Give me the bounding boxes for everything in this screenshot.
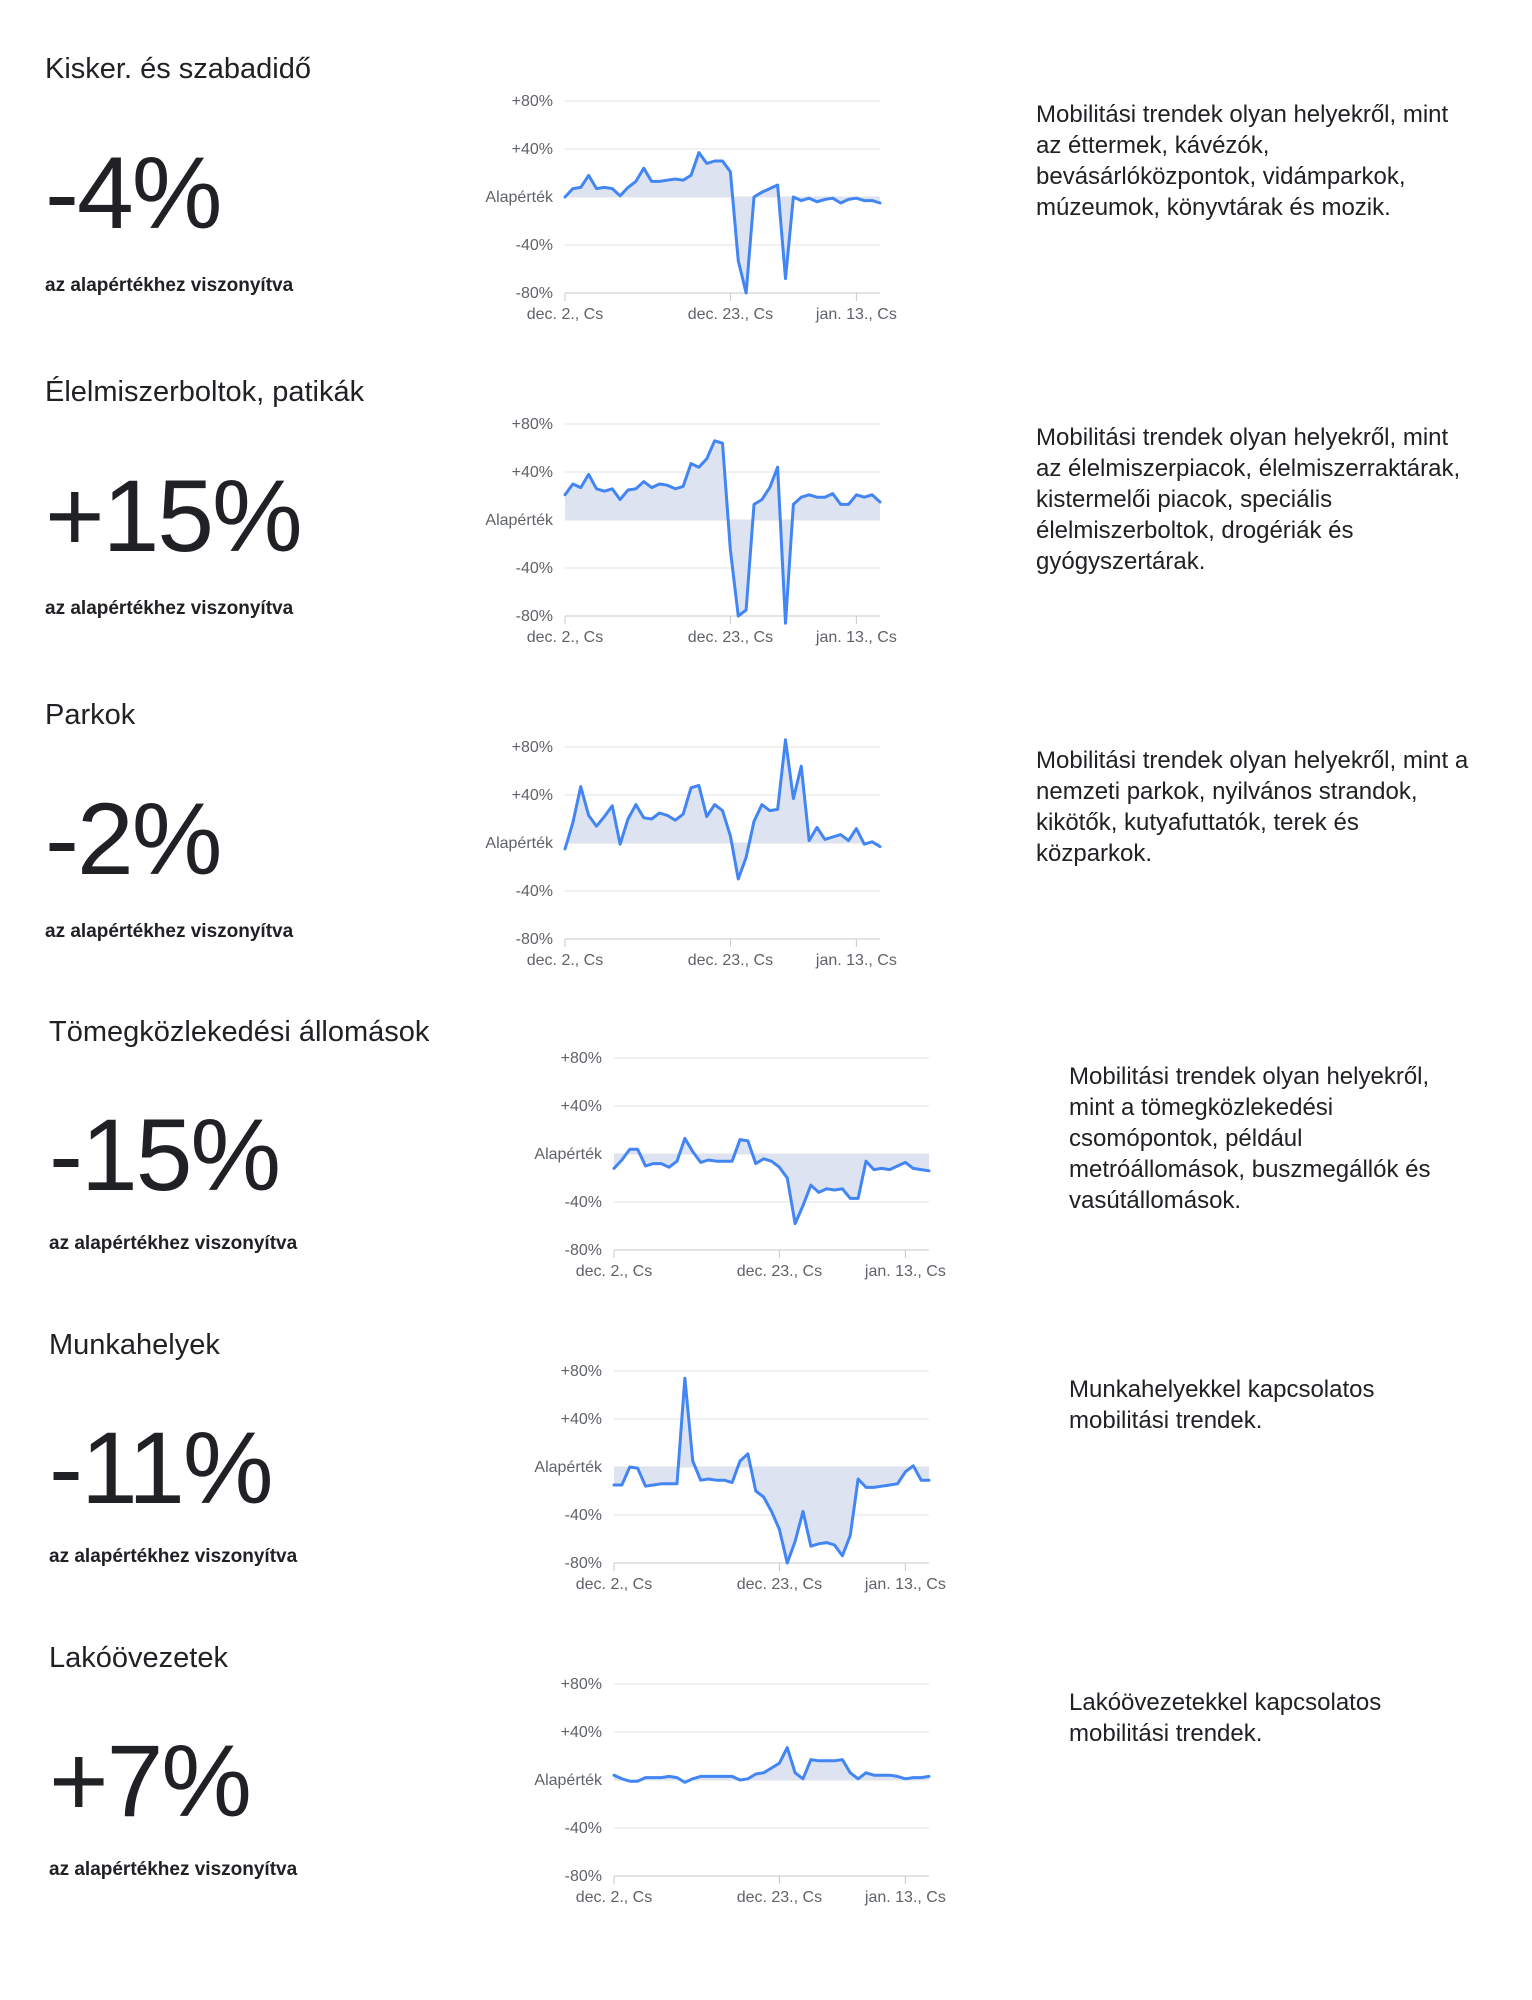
trend-chart (430, 731, 950, 971)
baseline-note: az alapértékhez viszonyítva (45, 598, 294, 619)
trend-chart (479, 1668, 999, 1908)
trend-chart (479, 1355, 999, 1595)
description-line: mint a tömegközlekedési (1069, 1094, 1334, 1121)
description-line: vasútállomások. (1069, 1187, 1242, 1214)
y-tick-label: -80% (564, 1242, 602, 1259)
category-title: Élelmiszerboltok, patikák (45, 376, 365, 408)
category-title: Kisker. és szabadidő (45, 53, 311, 85)
baseline-area (614, 1378, 929, 1563)
category-description (1036, 422, 1460, 577)
baseline-note: az alapértékhez viszonyítva (45, 275, 294, 296)
y-tick-label: -40% (564, 1820, 602, 1837)
y-tick-label: Alapérték (534, 1772, 602, 1789)
y-tick-label: -40% (515, 560, 553, 577)
change-value: +7% (49, 1724, 250, 1838)
x-tick-label: dec. 2., Cs (526, 306, 604, 323)
x-tick-label: jan. 13., Cs (864, 1576, 946, 1593)
trend-chart (479, 1042, 999, 1282)
description-line: metróállomások, buszmegállók és (1069, 1156, 1431, 1183)
x-tick-label: jan. 13., Cs (864, 1889, 946, 1906)
x-tick-label: dec. 23., Cs (687, 952, 774, 969)
y-tick-label: +40% (560, 1411, 602, 1428)
x-tick-label: jan. 13., Cs (815, 629, 897, 646)
y-tick-label: -40% (515, 883, 553, 900)
x-tick-label: dec. 2., Cs (526, 629, 604, 646)
baseline-area (565, 153, 880, 293)
y-tick-label: Alapérték (485, 189, 553, 206)
description-line: közparkok. (1036, 840, 1153, 867)
description-line: az éttermek, kávézók, (1036, 132, 1270, 159)
x-tick-label: jan. 13., Cs (864, 1263, 946, 1280)
description-line: kistermelői piacok, speciális (1036, 486, 1333, 513)
description-line: az élelmiszerpiacok, élelmiszerraktárak, (1036, 455, 1461, 482)
category-description (1069, 1061, 1431, 1216)
baseline-area (614, 1138, 929, 1223)
y-tick-label: +80% (511, 739, 553, 756)
x-tick-label: dec. 23., Cs (736, 1576, 823, 1593)
y-tick-label: -80% (515, 285, 553, 302)
x-tick-label: dec. 23., Cs (687, 306, 774, 323)
y-tick-label: -80% (515, 608, 553, 625)
category-description (1036, 99, 1448, 223)
y-tick-label: +40% (511, 464, 553, 481)
change-value: -15% (49, 1098, 280, 1212)
category-title: Tömegközlekedési állomások (49, 1016, 430, 1048)
description-line: nemzeti parkok, nyilvános strandok, (1036, 778, 1418, 805)
y-tick-label: +80% (560, 1363, 602, 1380)
description-line: Mobilitási trendek olyan helyekről, mint (1036, 101, 1449, 128)
x-tick-label: dec. 23., Cs (736, 1263, 823, 1280)
category-description (1036, 745, 1468, 869)
y-tick-label: -40% (515, 237, 553, 254)
series-line (614, 1138, 929, 1223)
y-tick-label: +40% (560, 1098, 602, 1115)
category-title: Munkahelyek (49, 1329, 220, 1361)
x-tick-label: dec. 2., Cs (526, 952, 604, 969)
category-title: Lakóövezetek (49, 1642, 228, 1674)
category-title: Parkok (45, 699, 136, 731)
change-value: -4% (45, 136, 221, 250)
description-line: mobilitási trendek. (1069, 1720, 1263, 1747)
change-value: +15% (45, 459, 301, 573)
y-tick-label: -80% (564, 1555, 602, 1572)
y-tick-label: Alapérték (485, 835, 553, 852)
y-tick-label: Alapérték (534, 1146, 602, 1163)
baseline-note: az alapértékhez viszonyítva (49, 1859, 298, 1880)
description-line: Mobilitási trendek olyan helyekről, (1069, 1063, 1430, 1090)
description-line: élelmiszerboltok, drogériák és (1036, 517, 1354, 544)
y-tick-label: -40% (564, 1507, 602, 1524)
baseline-note: az alapértékhez viszonyítva (49, 1546, 298, 1567)
y-tick-label: +80% (511, 93, 553, 110)
description-line: gyógyszertárak. (1036, 548, 1206, 575)
y-tick-label: +80% (560, 1050, 602, 1067)
y-tick-label: -40% (564, 1194, 602, 1211)
y-tick-label: Alapérték (485, 512, 553, 529)
y-tick-label: +40% (511, 787, 553, 804)
y-tick-label: +80% (560, 1676, 602, 1693)
trend-chart (430, 408, 950, 648)
description-line: Mobilitási trendek olyan helyekről, mint a (1036, 747, 1469, 774)
description-line: Mobilitási trendek olyan helyekről, mint (1036, 424, 1449, 451)
baseline-note: az alapértékhez viszonyítva (45, 921, 294, 942)
description-line: Munkahelyekkel kapcsolatos (1069, 1376, 1375, 1403)
x-tick-label: jan. 13., Cs (815, 306, 897, 323)
x-tick-label: dec. 23., Cs (687, 629, 774, 646)
category-description (1069, 1687, 1381, 1749)
x-tick-label: dec. 2., Cs (575, 1889, 653, 1906)
change-value: -2% (45, 782, 221, 896)
description-line: kikötők, kutyafuttatók, terek és (1036, 809, 1359, 836)
x-tick-label: dec. 2., Cs (575, 1576, 653, 1593)
series-line (565, 740, 880, 879)
description-line: múzeumok, könyvtárak és mozik. (1036, 194, 1391, 221)
x-tick-label: dec. 2., Cs (575, 1263, 653, 1280)
x-tick-label: jan. 13., Cs (815, 952, 897, 969)
baseline-note: az alapértékhez viszonyítva (49, 1233, 298, 1254)
category-description (1069, 1374, 1375, 1436)
description-line: csomópontok, például (1069, 1125, 1303, 1152)
baseline-area (565, 441, 880, 623)
x-tick-label: dec. 23., Cs (736, 1889, 823, 1906)
y-tick-label: +40% (560, 1724, 602, 1741)
change-value: -11% (49, 1411, 272, 1525)
y-tick-label: -80% (564, 1868, 602, 1885)
description-line: bevásárlóközpontok, vidámparkok, (1036, 163, 1406, 190)
y-tick-label: Alapérték (534, 1459, 602, 1476)
description-line: mobilitási trendek. (1069, 1407, 1263, 1434)
description-line: Lakóövezetekkel kapcsolatos (1069, 1689, 1382, 1716)
y-tick-label: -80% (515, 931, 553, 948)
trend-chart (430, 85, 950, 325)
y-tick-label: +80% (511, 416, 553, 433)
y-tick-label: +40% (511, 141, 553, 158)
